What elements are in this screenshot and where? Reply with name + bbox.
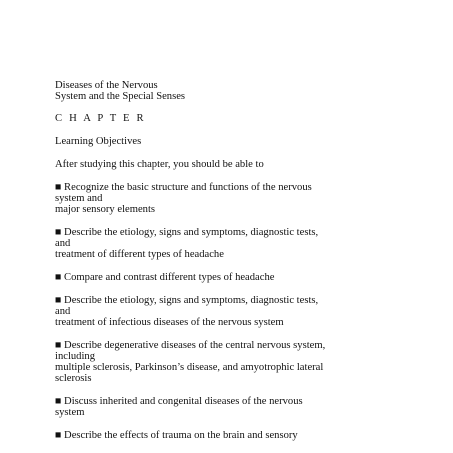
objective-item (55, 396, 405, 418)
chapter-label: C H A P T E R (55, 113, 146, 124)
objective-line: ■ Discuss inherited and congenital diseases of the nervous (55, 396, 303, 407)
objective-line: ■ Describe the etiology, signs and symptoms, diagnostic tests, (55, 227, 319, 238)
section-heading: Learning Objectives (55, 136, 142, 147)
objective-item (55, 227, 405, 260)
objective-line: major sensory elements (55, 204, 156, 215)
title-line-2: System and the Special Senses (55, 91, 186, 102)
title-line-1: Diseases of the Nervous (55, 80, 158, 91)
objective-line: ■ Describe degenerative diseases of the central nervous system, (55, 340, 326, 351)
objective-line: treatment of infectious diseases of the nervous system (55, 317, 284, 328)
objective-line: system and (55, 193, 103, 204)
objective-line: multiple sclerosis, Parkinson’s disease, and amyotrophic lateral (55, 362, 324, 373)
objective-item (55, 340, 405, 384)
objective-line: system (55, 407, 85, 418)
intro-text: After studying this chapter, you should be able to (55, 159, 264, 170)
objective-line: ■ Compare and contrast different types of headache (55, 272, 275, 283)
objective-line: sclerosis (55, 373, 92, 384)
objective-line: ■ Describe the etiology, signs and symptoms, diagnostic tests, (55, 295, 319, 306)
objective-item (55, 272, 405, 283)
objective-line: treatment of different types of headache (55, 249, 224, 260)
objective-item (55, 182, 405, 215)
objective-line: including (55, 351, 96, 362)
document-text (55, 80, 405, 441)
objective-item (55, 295, 405, 328)
objective-item (55, 430, 405, 441)
objective-line: and (55, 306, 71, 317)
objective-line: and (55, 238, 71, 249)
objective-line: ■ Recognize the basic structure and functions of the nervous (55, 182, 312, 193)
objective-line: ■ Describe the effects of trauma on the brain and sensory (55, 430, 298, 441)
